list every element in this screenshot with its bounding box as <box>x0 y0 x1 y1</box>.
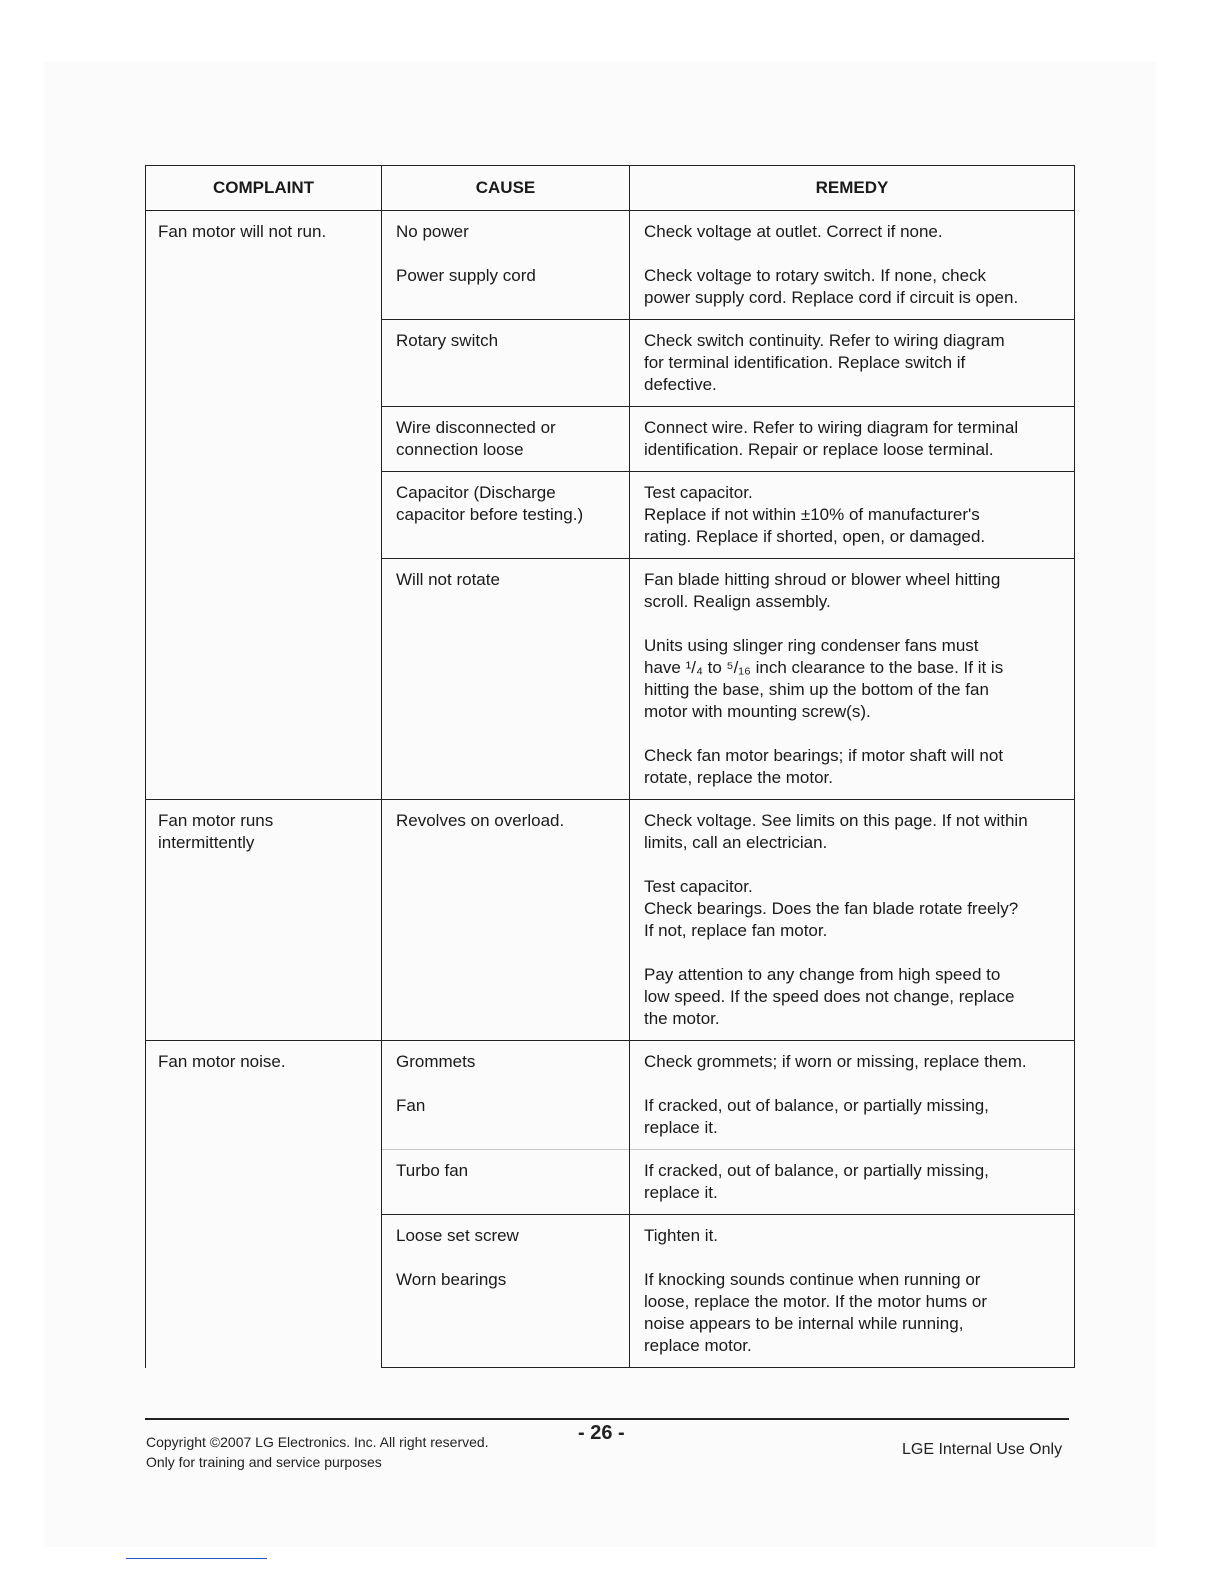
cause-text: connection loose <box>396 440 524 459</box>
remedy-text: limits, call an electrician. <box>644 833 828 852</box>
troubleshooting-table <box>145 165 1075 1368</box>
remedy-text: noise appears to be internal while running, <box>644 1314 964 1333</box>
remedy-text: Check bearings. Does the fan blade rotate freely? <box>644 899 1019 918</box>
table-row <box>146 1041 1075 1150</box>
remedy-text: replace it. <box>644 1183 718 1202</box>
remedy-text: rotate, replace the motor. <box>644 768 833 787</box>
cause-cell <box>382 320 630 407</box>
page-number: - 26 - <box>578 1422 625 1444</box>
complaint-text: Fan motor noise. <box>158 1052 286 1071</box>
remedy-text: for terminal identification. Replace switch if <box>644 353 966 372</box>
remedy-text: scroll. Realign assembly. <box>644 592 831 611</box>
cause-cell <box>382 472 630 559</box>
remedy-text: Check fan motor bearings; if motor shaft will not <box>644 746 1004 765</box>
remedy-text: power supply cord. Replace cord if circuit is open. <box>644 288 1019 307</box>
remedy-text: If cracked, out of balance, or partially missing, <box>644 1096 989 1115</box>
cause-text: Power supply cord <box>396 266 536 285</box>
cause-text: Grommets <box>396 1052 476 1071</box>
remedy-text: Check voltage. See limits on this page. If not within <box>644 811 1028 830</box>
remedy-cell <box>630 1150 1075 1215</box>
header-remedy: REMEDY <box>630 166 1075 211</box>
cause-cell <box>382 1041 630 1150</box>
remedy-text: replace motor. <box>644 1336 752 1355</box>
cause-cell <box>382 1215 630 1368</box>
footer-divider <box>145 1418 1069 1420</box>
cause-cell <box>382 800 630 1041</box>
cause-text: Will not rotate <box>396 570 500 589</box>
cause-cell <box>382 559 630 800</box>
cause-text: Fan <box>396 1096 426 1115</box>
remedy-text: Check switch continuity. Refer to wiring diagram <box>644 331 1005 350</box>
purpose-text: Only for training and service purposes <box>146 1454 382 1470</box>
complaint-text: Fan motor runs <box>158 811 274 830</box>
table-row <box>146 800 1075 1041</box>
remedy-text: If not, replace fan motor. <box>644 921 828 940</box>
footer-copyright-block <box>146 1432 489 1472</box>
internal-use-label: LGE Internal Use Only <box>902 1441 1063 1458</box>
remedy-cell <box>630 407 1075 472</box>
remedy-text: Check voltage at outlet. Correct if none. <box>644 222 943 241</box>
remedy-text: Test capacitor. <box>644 877 753 896</box>
remedy-text: motor with mounting screw(s). <box>644 702 871 721</box>
remedy-text: Pay attention to any change from high speed to <box>644 965 1001 984</box>
cause-text: capacitor before testing.) <box>396 505 584 524</box>
cause-cell <box>382 407 630 472</box>
complaint-text: intermittently <box>158 833 255 852</box>
complaint-cell <box>146 211 382 800</box>
complaint-cell <box>146 1041 382 1368</box>
remedy-text: Fan blade hitting shroud or blower wheel hitting <box>644 570 1001 589</box>
remedy-text: rating. Replace if shorted, open, or damaged. <box>644 527 986 546</box>
remedy-text: Check grommets; if worn or missing, replace them. <box>644 1052 1027 1071</box>
complaint-text: Fan motor will not run. <box>158 222 327 241</box>
cause-cell <box>382 1150 630 1215</box>
cause-cell <box>382 211 630 320</box>
remedy-text: Connect wire. Refer to wiring diagram for terminal <box>644 418 1019 437</box>
remedy-cell <box>630 559 1075 800</box>
remedy-cell <box>630 320 1075 407</box>
cause-text: Loose set screw <box>396 1226 519 1245</box>
header-cause: CAUSE <box>382 166 630 211</box>
remedy-text: If knocking sounds continue when running or <box>644 1270 981 1289</box>
remedy-text: Tighten it. <box>644 1226 719 1245</box>
table-header-row <box>146 166 1075 211</box>
remedy-text: the motor. <box>644 1009 720 1028</box>
remedy-text: low speed. If the speed does not change, replace <box>644 987 1015 1006</box>
complaint-cell <box>146 800 382 1041</box>
remedy-text: Units using slinger ring condenser fans must <box>644 636 979 655</box>
remedy-text: hitting the base, shim up the bottom of the fan <box>644 680 989 699</box>
cause-text: Capacitor (Discharge <box>396 483 556 502</box>
remedy-cell <box>630 211 1075 320</box>
cause-text: Rotary switch <box>396 331 499 350</box>
cause-text: No power <box>396 222 469 241</box>
cause-text: Wire disconnected or <box>396 418 556 437</box>
cause-text: Turbo fan <box>396 1161 469 1180</box>
remedy-text: If cracked, out of balance, or partially missing, <box>644 1161 989 1180</box>
remedy-text: have ¹/₄ to ⁵/₁₆ inch clearance to the base. If it is <box>644 658 1004 677</box>
remedy-text: loose, replace the motor. If the motor hums or <box>644 1292 987 1311</box>
remedy-text: Check voltage to rotary switch. If none, check <box>644 266 987 285</box>
remedy-cell <box>630 1041 1075 1150</box>
remedy-text: defective. <box>644 375 717 394</box>
remedy-cell <box>630 800 1075 1041</box>
remedy-text: Test capacitor. <box>644 483 753 502</box>
remedy-text: replace it. <box>644 1118 718 1137</box>
table-row <box>146 211 1075 320</box>
copyright-text: Copyright ©2007 LG Electronics. Inc. All right reserved. <box>146 1434 489 1450</box>
cause-text: Worn bearings <box>396 1270 507 1289</box>
remedy-text: identification. Repair or replace loose terminal. <box>644 440 994 459</box>
cause-text: Revolves on overload. <box>396 811 565 830</box>
remedy-cell <box>630 1215 1075 1368</box>
link-underline <box>126 1558 267 1559</box>
remedy-cell <box>630 472 1075 559</box>
header-complaint: COMPLAINT <box>146 166 382 211</box>
remedy-text: Replace if not within ±10% of manufacturer's <box>644 505 980 524</box>
